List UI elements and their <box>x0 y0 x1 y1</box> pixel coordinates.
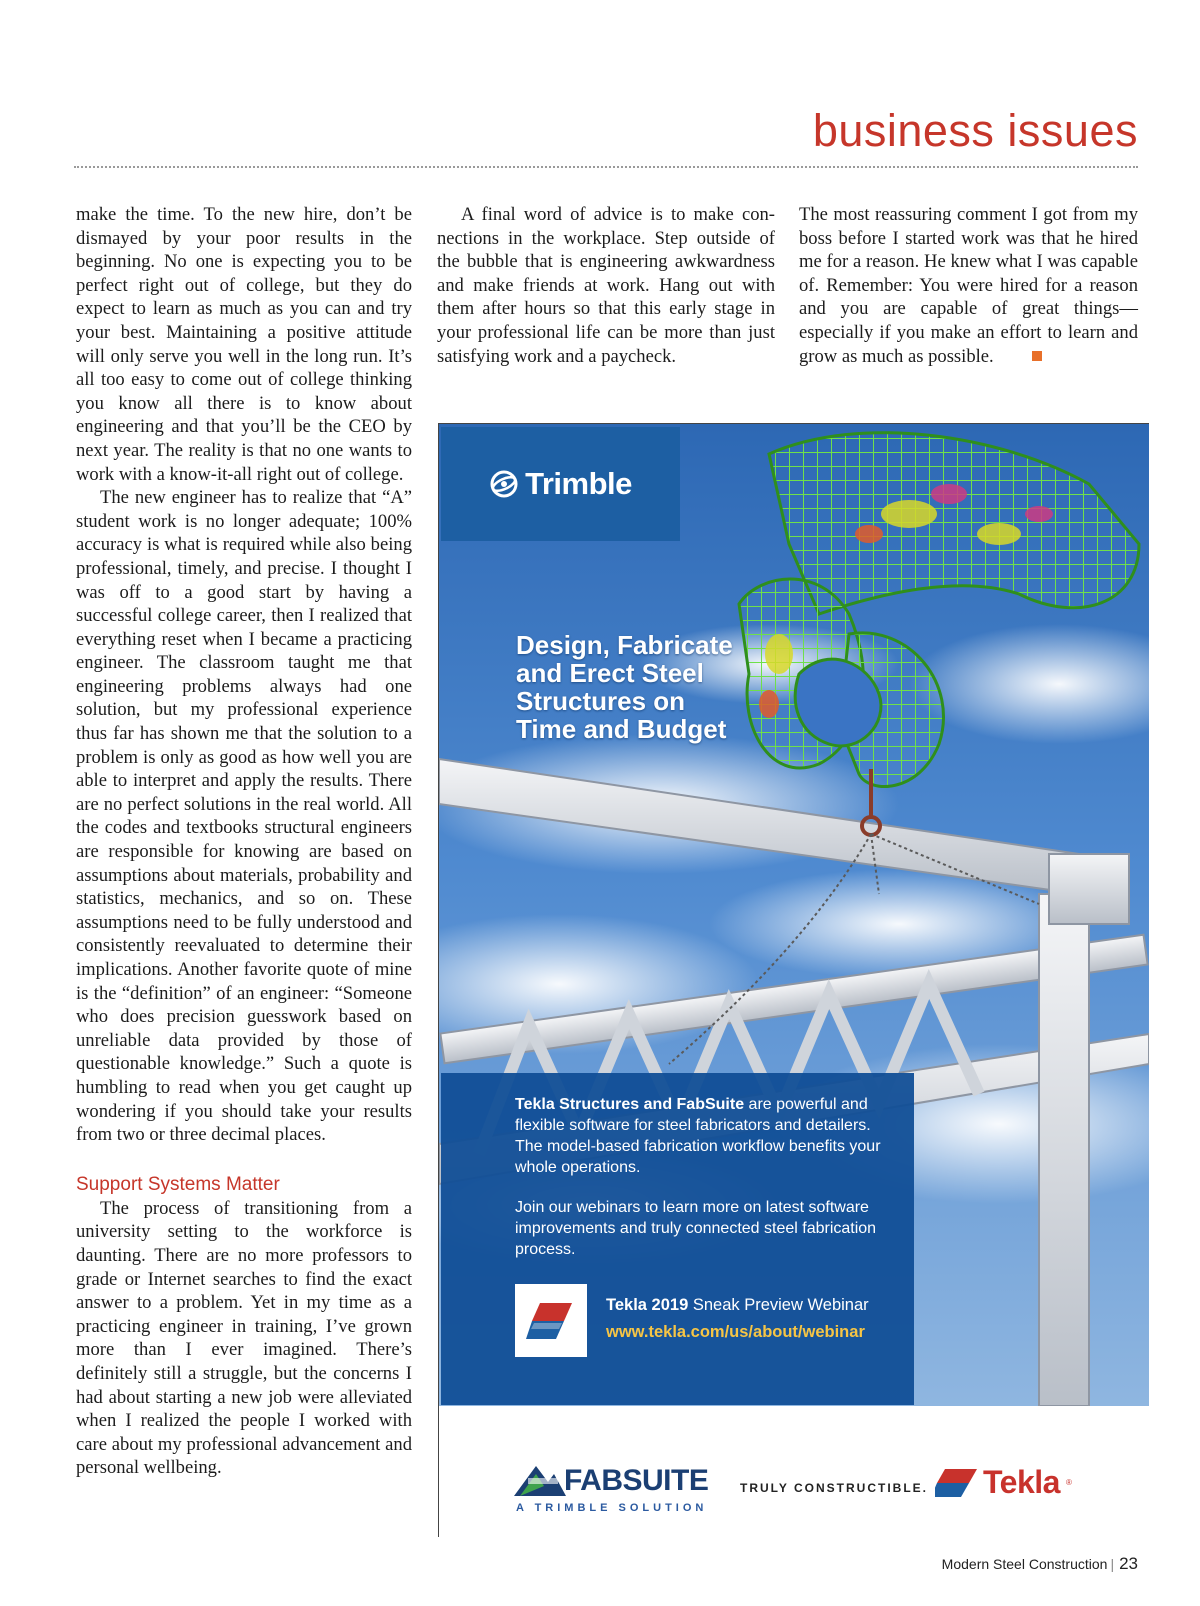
ad-products: Tekla Structures and FabSuite <box>515 1096 745 1113</box>
tekla-logo[interactable] <box>935 1464 1072 1501</box>
article-column-1 <box>76 203 412 1480</box>
webinar-link[interactable]: www.tekla.com/us/about/webinar <box>606 1323 865 1341</box>
advertisement[interactable] <box>438 423 1149 1537</box>
headline-line: Design, Fabricate <box>516 630 733 660</box>
headline-line: and Erect Steel <box>516 658 704 688</box>
article-column-3 <box>799 203 1138 368</box>
webinar-title <box>606 1292 869 1319</box>
end-of-article-mark <box>1032 351 1042 361</box>
paragraph: The new engineer has to realize that “A” student work is no longer adequate; 100% accuracy is what is required while also being professional, timely, and precise. I thought I was off to a good start by having a successful college career, then I realized that everything reset when I became a practicing engineer. The classroom taught me that engineering problems always had one solution, but my professional experience thus far has shown me that the solution to a problem is only as good as how well you are able to interpret and apply the results. There are no perfect solutions in the real world. All the codes and textbooks structural engineers are responsible for knowing are based on assumptions about materials, probability and statistics, mechanics, and so on. These assumptions need to be fully understood and consistently reevaluated to determine their implications. Another favorite quote of mine is the “definition” of an engineer: “Someone who does precision guesswork based on unreliable data provided by those of questionable knowledge.” Such a quote is humbling to read when you get caught up wondering if you should take your results from two or three decimal places. <box>76 487 412 1146</box>
headline-line: Structures on <box>516 686 686 716</box>
page-footer <box>942 1554 1138 1574</box>
subheading: Support Systems Matter <box>76 1173 280 1195</box>
webinar-info <box>606 1292 869 1346</box>
tekla-webinar-icon <box>515 1284 587 1357</box>
trimble-wordmark: Trimble <box>525 466 632 501</box>
trimble-logo <box>489 466 632 502</box>
paragraph: A final word of advice is to make connections in the workplace. Step outside of the bubble that is engineering awkwardness and make friends at work. Hang out with them after hours so that this early stage in your professional life can be more than just satisfying work and a paycheck. <box>437 204 775 367</box>
webinar-subtitle: Sneak Preview Webinar <box>688 1296 869 1314</box>
fabsuite-tagline: A TRIMBLE SOLUTION <box>516 1502 708 1514</box>
tekla-mark-icon <box>935 1467 977 1499</box>
ad-info-panel <box>441 1073 914 1405</box>
paragraph: make the time. To the new hire, don’t be dismayed by your poor results in the beginning. No one is expecting you to be perfect right out of college, but they do expect to learn as much as you can and try your best. Maintaining a positive attitude will only serve you well in the long run. It’s all too easy to come out of college thinking you know all there is to know about engineering and that you’ll be the CEO by next year. The reality is that no one wants to work with a know-it-all right out of college. <box>76 204 412 485</box>
webinar-product: Tekla 2019 <box>606 1296 689 1314</box>
fabsuite-wordmark: FABSUITE <box>564 1464 709 1497</box>
ad-body-paragraph: Join our webinars to learn more on latest software improvements and truly connected steel fabrication process. <box>515 1199 877 1258</box>
trimble-globe-icon <box>489 469 519 499</box>
tekla-wordmark: Tekla <box>983 1464 1060 1500</box>
registered-mark: ® <box>1065 1478 1072 1487</box>
headline-line: Time and Budget <box>516 714 727 744</box>
magazine-name: Modern Steel Construction <box>941 1556 1108 1572</box>
ad-body-paragraph <box>515 1094 900 1178</box>
ad-slogan: TRULY CONSTRUCTIBLE. <box>740 1481 929 1495</box>
paragraph <box>799 203 1138 368</box>
footer-separator: | <box>1110 1556 1115 1572</box>
article-column-2 <box>437 203 775 368</box>
header-divider <box>74 166 1138 168</box>
ad-logo-strip <box>439 1406 1149 1537</box>
paragraph-text: The most reassuring comment I got from my boss before I started work was that he hired me for a reason. He knew what I was capable of. Remember: You were hired for a reason and you are capable of great things—especially if you make an effort to learn and grow as much as possible. <box>799 204 1138 367</box>
ad-body <box>515 1094 900 1279</box>
ad-body-text: are powerful and flexible software for steel fabricators and detailers. The model-based fabrication workflow benefits your whole operations. <box>515 1096 881 1176</box>
trimble-logo-box[interactable] <box>441 427 680 541</box>
paragraph: The process of transitioning from a university setting to the workforce is daunting. There are no more professors to grade or Internet searches to find the exact answer to a problem. Yet in my time as a practicing engineer in training, I’ve grown more than I ever imagined. There’s definitely still a struggle, but the concerns I had about starting a new job were alleviated when I realized the people I worked with care about my professional advancement and personal wellbeing. <box>76 1197 412 1479</box>
ad-headline <box>516 631 776 743</box>
page-number: 23 <box>1119 1554 1138 1573</box>
fabsuite-mountain-icon <box>514 1460 566 1500</box>
section-title: business issues <box>812 105 1138 156</box>
